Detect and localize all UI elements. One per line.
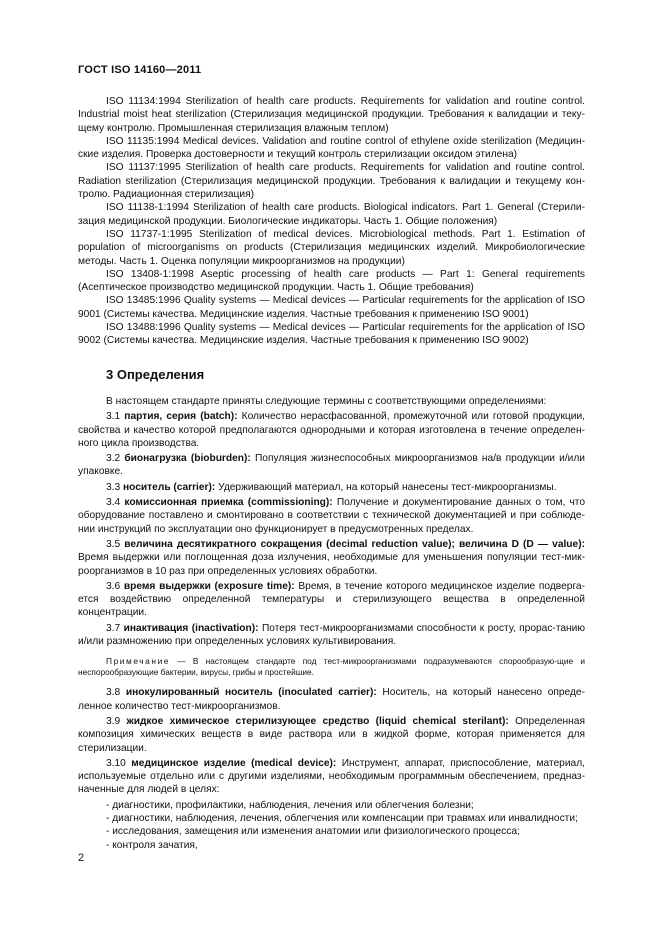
definition-number: 3.2 [106, 453, 121, 465]
definition-number: 3.1 [106, 411, 121, 423]
definition-term: величина десятикратного сокращения (decimal reduction value); величина D (D — value): [124, 538, 585, 550]
definition-term: партия, серия (batch): [124, 411, 238, 423]
definitions [78, 395, 585, 852]
section-title: 3 Определения [106, 367, 205, 382]
list-item: - диагностики, наблюдения, лечения, облегчения или компенсации при травмах или инвалидности; [106, 812, 585, 825]
definition-term: инокулированный носитель (inoculated carrier): [125, 687, 377, 699]
definition-text: Количество нерасфасованной, промежуточной или готовой продукции, свойства и качество которой предполагаются однородными и которая изготовлена в течение определен-ного цикла производства. [78, 411, 585, 449]
definition-number: 3.9 [106, 715, 121, 727]
definition-item [78, 410, 585, 450]
definition-text: Потеря тест-микроорганизмами способности к росту, прорас-танию и/или размножению при определенных условиях культивирования. [78, 622, 585, 648]
definition-item [78, 686, 585, 713]
reference-item: ISO 13488:1996 Quality systems — Medical devices — Particular requirements for the application of ISO 9002 (Системы качества. Медицинские изделия. Частные требования к применению ISO 9002) [78, 322, 585, 347]
definition-term: время выдержки (exposure time): [123, 580, 295, 592]
definition-item [78, 622, 585, 649]
definition-term: жидкое химическое стерилизующее средство (liquid chemical sterilant): [126, 715, 509, 727]
definition-text: Время, в течение которого медицинское изделие подверга-ется воздействию определенной температуры и стерилизующего вещества в определенной концентрации. [78, 580, 585, 619]
note [78, 656, 585, 678]
definition-item [78, 538, 585, 578]
references-list [78, 95, 585, 348]
definition-text: Время выдержки или поглощенная доза излучения, необходимые для уменьшения популяции тест-мик-роорганизмов в 10 раз при определенных условиях обработки. [78, 552, 585, 577]
definition-text: Удерживающий материал, на который нанесены тест-микроорганизмы. [215, 481, 557, 493]
definition-number: 3.5 [106, 538, 121, 550]
definition-item [78, 452, 585, 479]
definition-number: 3.4 [106, 497, 121, 509]
document-header: ГОСТ ISO 14160—2011 [78, 64, 202, 76]
note-label: Примечание [106, 656, 171, 667]
purpose-list [78, 799, 585, 852]
definition-text: Определенная композиция химических веществ в виде раствора или в жидкой форме, которая применяется для стерилизации. [78, 715, 585, 754]
definition-term: инактивация (inactivation): [123, 622, 259, 634]
definition-text: Получение и документирование данных о том, что оборудование поставлено и смонтировано в соответствии с технической документацией и при соблюде-нии инструкций по эксплуатации оно функционирует в предусмотренных пределах. [78, 497, 585, 535]
reference-item: ISO 13485:1996 Quality systems — Medical devices — Particular requirements for the application of ISO 9001 (Системы качества. Медицинские изделия. Частные требования к применению ISO 9001) [78, 295, 585, 320]
definition-term: носитель (carrier): [123, 481, 216, 493]
definition-text: Инструмент, аппарат, приспособление, материал, используемые отдельно или с другими изделиями, необходимым программным обеспечением, предназ-наченные для людей в целях: [78, 757, 585, 796]
definition-term: бионагрузка (bioburden): [124, 453, 251, 465]
note-text: — В настоящем стандарте под тест-микроорганизмами подразумеваются спорообразую-щие и неспорообразующие бактерии, вирусы, грибы и простейшие. [78, 656, 585, 678]
reference-item: ISO 11137:1995 Sterilization of health care products. Requirements for validation and routine control. Radiation sterilization (Стерилизация медицинской продукции. Требования к валидации и текущему кон-тролю. Радиационная стерилизация) [78, 162, 585, 201]
definition-number: 3.3 [106, 481, 121, 493]
definition-number: 3.6 [106, 580, 121, 592]
list-item: - исследования, замещения или изменения анатомии или физиологического процесса; [106, 825, 585, 838]
definition-number: 3.10 [106, 757, 126, 769]
definition-item [78, 715, 585, 755]
reference-item: ISO 11134:1994 Sterilization of health care products. Requirements for validation and routine control. Industrial moist heat sterilization (Стерилизация медицинской продукции. Требования к валидации и теку-щему контролю. Промышленная стерилизация влажным теплом) [78, 96, 585, 134]
definition-text: Популяция жизнеспособных микроорганизмов на/в продукции и/или упаковке. [78, 453, 585, 478]
definition-term: комиссионная приемка (commissioning): [124, 497, 333, 509]
definition-item [78, 496, 585, 536]
definition-number: 3.8 [106, 687, 121, 699]
definition-item [78, 757, 585, 797]
reference-item: ISO 13408-1:1998 Aseptic processing of health care products — Part 1: General requirements (Асептическое производство медицинской продукции. Часть 1. Общие требования) [78, 268, 585, 294]
definition-term: медицинское изделие (medical device): [131, 757, 337, 769]
definition-item [78, 481, 585, 494]
definition-text: Носитель, на который нанесено опреде-ленное количество тест-микроорганизмов. [78, 687, 585, 712]
reference-item: ISO 11135:1994 Medical devices. Validation and routine control of ethylene oxide sterilization (Медицин-ские изделия. Проверка достоверности и текущий контроль стерилизации оксидом этилена) [78, 135, 585, 161]
reference-item: ISO 11138-1:1994 Sterilization of health care products. Biological indicators. Part 1. General (Стерили-зация медицинской продукции. Биологические индикаторы. Часть 1. Общие положения) [78, 202, 585, 227]
reference-item: ISO 11737-1:1995 Sterilization of medical devices. Microbiological methods. Part 1. Estimation of population of microorganisms on products (Стерилизация медицинских изделий. Микробиологические методы. Часть 1. Оценка популяции микроорганизмов на продукции) [78, 228, 585, 267]
section-intro: В настоящем стандарте приняты следующие термины с соответствующими определениями: [106, 396, 547, 407]
list-item: - контроля зачатия, [106, 839, 585, 852]
definition-item [78, 580, 585, 620]
definition-number: 3.7 [106, 622, 121, 634]
page-number: 2 [78, 852, 85, 864]
list-item: - диагностики, профилактики, наблюдения, лечения или облегчения болезни; [106, 799, 585, 812]
